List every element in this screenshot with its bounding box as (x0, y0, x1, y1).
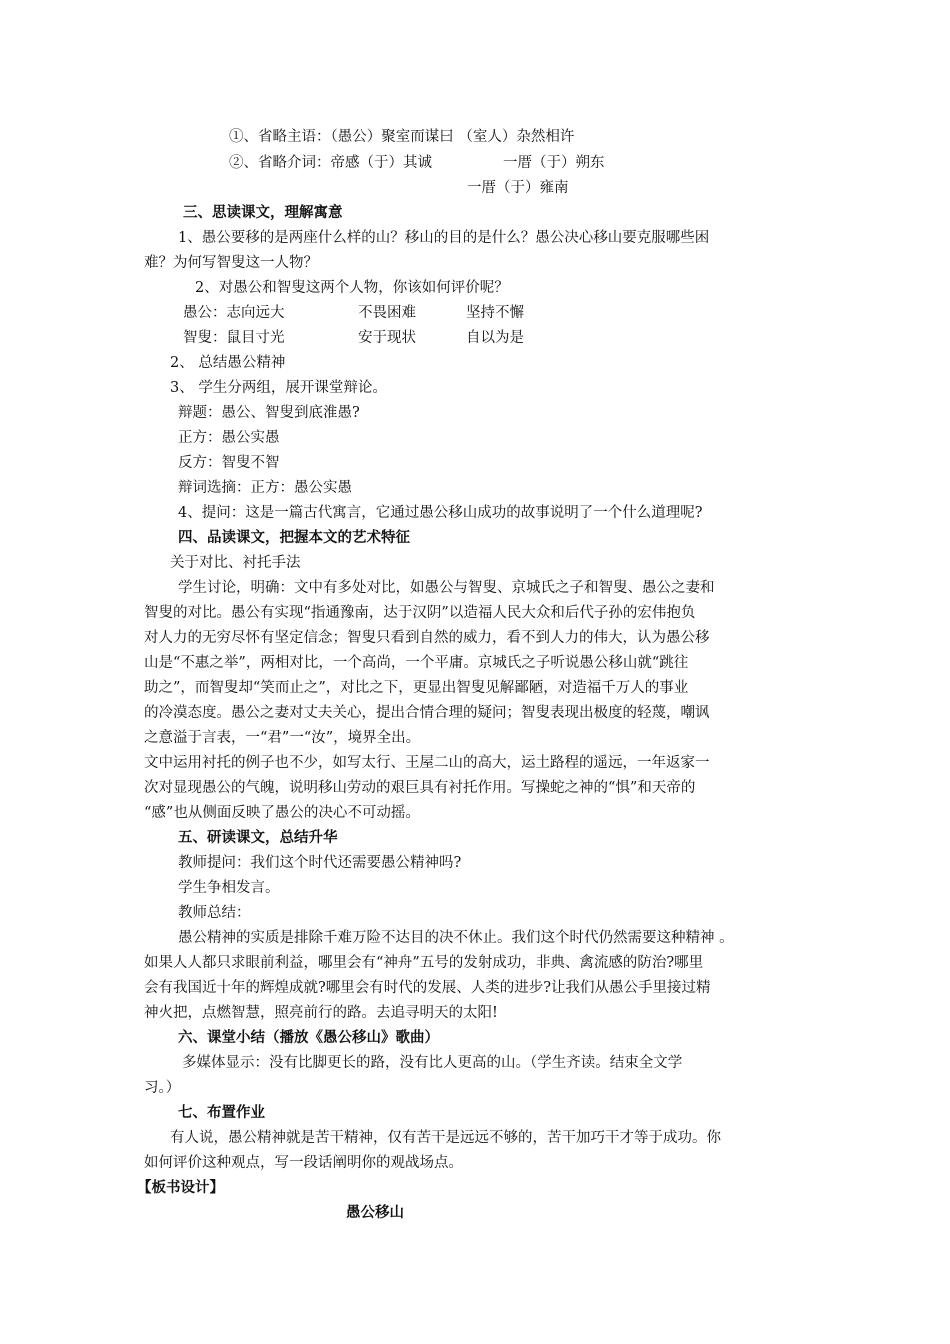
s3-question-1-line-2: 难？为何写智叟这一人物？ (144, 255, 318, 271)
omission-preposition-1: ②、省略介词：帝感（于）其诚 (229, 155, 432, 171)
s4-paragraph-1-line: 对人力的无穷尽怀有坚定信念；智叟只看到自然的威力，看不到人力的伟大，认为愚公移 (144, 630, 710, 646)
debate-topic: 辩题：愚公、智叟到底淮愚? (178, 405, 360, 421)
s4-paragraph-1-line: 学生讨论，明确：文中有多处对比，如愚公与智叟、京城氏之子和智叟、愚公之妻和 (178, 580, 715, 596)
section-7-heading: 七、布置作业 (178, 1104, 265, 1121)
s5-summary-label: 教师总结： (178, 905, 251, 921)
s7-paragraph-line: 如何评价这种观点，写一段话阐明你的观战场点。 (144, 1155, 463, 1171)
s3-question-4: 4、提问：这是一篇古代寓言，它通过愚公移山成功的故事说明了一个什么道理呢? (178, 505, 703, 521)
debate-excerpt: 辩词选摘：正方：愚公实愚 (178, 480, 352, 496)
s3-question-1-line-1: 1、愚公要移的是两座什么样的山？移山的目的是什么？愚公决心移山要克服哪些困 (178, 230, 710, 246)
omission-preposition-3: 一厝（于）雍南 (467, 180, 569, 196)
s5-paragraph-line: 愚公精神的实质是排除千难万险不达目的决不休止。我们这个时代仍然需要这种精神 。 (178, 930, 734, 946)
s5-teacher-question: 教师提问：我们这个时代还需要愚公精神吗? (178, 855, 462, 871)
s4-paragraph-2-line: 次对显现愚公的气魄，说明移山劳动的艰巨具有衬托作用。写操蛇之神的“惧”和天帝的 (144, 780, 696, 796)
s6-paragraph-line: 习。） (144, 1080, 181, 1096)
debate-pro: 正方：愚公实愚 (178, 430, 280, 446)
yugong-trait-1: 愚公：志向远大 (183, 305, 285, 321)
s4-paragraph-1-line: 的冷漠态度。愚公之妻对丈夫关心，提出合情合理的疑问；智叟表现出极度的轻蔑，嘲讽 (144, 705, 710, 721)
s3-question-2: 2、对愚公和智叟这两个人物，你该如何评价呢？ (195, 280, 509, 296)
section-5-heading: 五、研读课文，总结升华 (178, 829, 338, 846)
board-design-label: 【板书设计】 (137, 1179, 224, 1196)
s4-paragraph-2-line: 文中运用衬托的例子也不少，如写太行、王屋二山的高大，运土路程的遥远，一年返家一 (144, 755, 710, 771)
zhisou-trait-3: 自以为是 (466, 330, 524, 346)
section-3-heading: 三、思读课文，理解寓意 (183, 204, 343, 221)
s5-students: 学生争相发言。 (178, 880, 280, 896)
yugong-trait-3: 坚持不懈 (466, 305, 524, 321)
yugong-trait-2: 不畏困难 (358, 305, 416, 321)
s4-paragraph-1-line: 智叟的对比。愚公有实现“指通豫南，达于汉阴”以造福人民大众和后代子孙的宏伟抱负 (144, 605, 696, 621)
s6-paragraph-line: 多媒体显示：没有比脚更长的路，没有比人更高的山。（学生齐读。结束全文学 (182, 1055, 683, 1071)
s5-paragraph-line: 神火把，点燃智慧，照亮前行的路。去追寻明天的太阳! (144, 1005, 498, 1021)
s4-paragraph-1-line: 助之”，而智叟却“笑而止之”，对比之下，更显出智叟见解鄙陋，对造福千万人的事业 (144, 680, 689, 696)
section-6-heading: 六、课堂小结（播放《愚公移山》歌曲） (178, 1029, 439, 1046)
s4-paragraph-1-line: 山是“不惠之举”，两相对比，一个高尚，一个平庸。京城氏之子听说愚公移山就“跳往 (144, 655, 689, 671)
omission-subject: ①、省略主语：（愚公）聚室而谋曰 （室人）杂然相许 (229, 129, 575, 145)
s5-paragraph-line: 如果人人都只求眼前利益，哪里会有“神舟”五号的发射成功，非典、禽流感的防治?哪里 (144, 955, 704, 971)
s4-paragraph-2-line: “感”也从侧面反映了愚公的决心不可动摇。 (144, 805, 420, 821)
s5-paragraph-line: 会有我国近十年的辉煌成就?哪里会有时代的发展、人类的进步?让我们从愚公手里接过精 (144, 980, 711, 996)
omission-preposition-2: 一厝（于）朔东 (503, 155, 605, 171)
debate-con: 反方：智叟不智 (178, 455, 280, 471)
zhisou-trait-1: 智叟：鼠目寸光 (183, 330, 285, 346)
zhisou-trait-2: 安于现状 (358, 330, 416, 346)
board-design-title: 愚公移山 (346, 1204, 404, 1221)
s4-paragraph-1-line: 之意溢于言表，一“君”一“汝”，境界全出。 (144, 730, 421, 746)
section-4-heading: 四、品读课文，把握本文的艺术特征 (178, 529, 410, 546)
s3-item-3: 3、 学生分两组，展开课堂辩论。 (170, 380, 387, 396)
s3-item-2: 2、 总结愚公精神 (170, 355, 286, 371)
s7-paragraph-line: 有人说，愚公精神就是苦干精神，仅有苦干是远远不够的，苦干加巧干才等于成功。你 (170, 1130, 721, 1146)
s4-subheading: 关于对比、衬托手法 (170, 555, 301, 571)
